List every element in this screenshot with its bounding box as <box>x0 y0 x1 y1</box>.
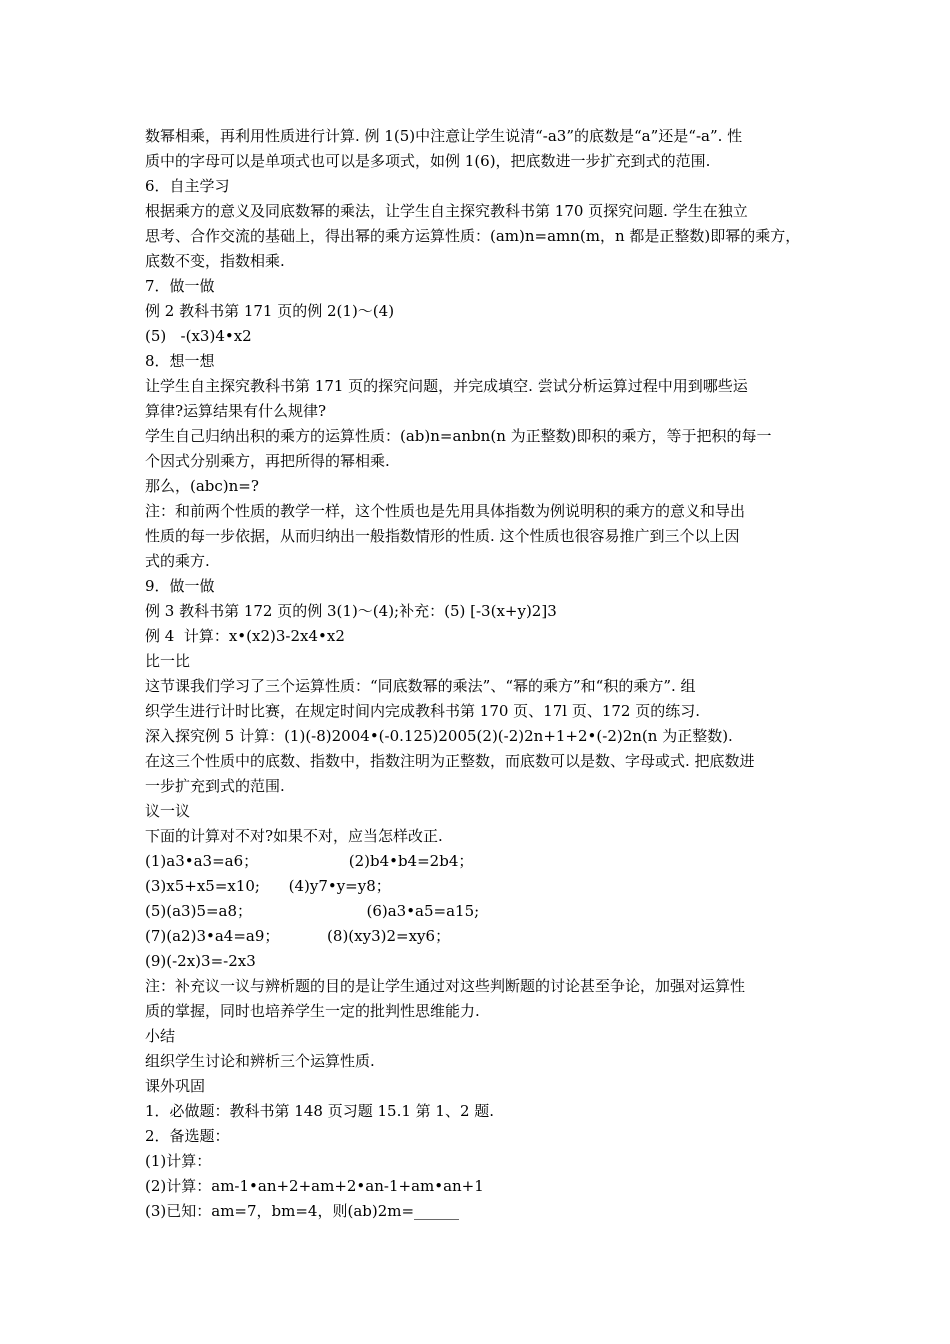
text-line: 例 3 教科书第 172 页的例 3(1)～(4);补充：(5) [-3(x+y)2]3 <box>145 602 557 620</box>
text-line: 那么，(abc)n=? <box>145 477 259 495</box>
text-line: 思考、合作交流的基础上，得出幂的乘方运算性质：(am)n=amn(m，n 都是正整数)即幂的乘方， <box>145 227 801 245</box>
document-body <box>145 124 820 1224</box>
text-line: (5) -(x3)4•x2 <box>145 327 252 345</box>
text-line: 这节课我们学习了三个运算性质：“同底数幂的乘法”、“幂的乘方”和“积的乘方”. 组 <box>145 677 696 695</box>
text-line: 底数不变，指数相乘. <box>145 252 285 270</box>
text-line: 深入探究例 5 计算：(1)(-8)2004•(-0.125)2005(2)(-2)2n+1+2•(-2)2n(n 为正整数). <box>145 727 733 745</box>
text-line: 个因式分别乘方，再把所得的幂相乘. <box>145 452 390 470</box>
text-line: 注：和前两个性质的教学一样，这个性质也是先用具体指数为例说明积的乘方的意义和导出 <box>145 502 746 520</box>
section-heading: 7．做一做 <box>145 277 215 295</box>
text-line: 性质的每一步依据，从而归纳出一般指数情形的性质. 这个性质也很容易推广到三个以上因 <box>145 527 740 545</box>
text-line: 组织学生讨论和辨析三个运算性质. <box>145 1052 375 1070</box>
text-line: 让学生自主探究教科书第 171 页的探究问题，并完成填空. 尝试分析运算过程中用到哪些运 <box>145 377 748 395</box>
exercise-line: (7)(a2)3•a4=a9； (8)(xy3)2=xy6； <box>145 927 451 945</box>
text-line: 式的乘方. <box>145 552 210 570</box>
text-line: 学生自己归纳出积的乘方的运算性质：(ab)n=anbn(n 为正整数)即积的乘方，等于把积的每一 <box>145 427 772 445</box>
exercise-line: (3)x5+x5=x10; (4)y7•y=y8； <box>145 877 391 895</box>
text-line: 2．备选题： <box>145 1127 230 1145</box>
section-heading: 6．自主学习 <box>145 177 230 195</box>
section-heading: 9．做一做 <box>145 577 215 595</box>
text-line: 质的掌握，同时也培养学生一定的批判性思维能力. <box>145 1002 480 1020</box>
text-line: 例 4 计算：x•(x2)3-2x4•x2 <box>145 627 345 645</box>
text-line: 注：补充议一议与辨析题的目的是让学生通过对这些判断题的讨论甚至争论，加强对运算性 <box>145 977 746 995</box>
section-heading: 比一比 <box>145 652 191 670</box>
text-line: 例 2 教科书第 171 页的例 2(1)～(4) <box>145 302 395 320</box>
exercise-line: (9)(-2x)3=-2x3 <box>145 952 256 970</box>
section-heading: 小结 <box>145 1027 176 1045</box>
section-heading: 课外巩固 <box>145 1077 206 1095</box>
text-line: 在这三个性质中的底数、指数中，指数注明为正整数，而底数可以是数、字母或式. 把底数进 <box>145 752 755 770</box>
text-line: 1．必做题：教科书第 148 页习题 15.1 第 1、2 题. <box>145 1102 495 1120</box>
exercise-line: (3)已知：am=7，bm=4，则(ab)2m=______ <box>145 1202 460 1220</box>
text-line: 数幂相乘，再利用性质进行计算. 例 1(5)中注意让学生说清“-a3”的底数是“a”还是“-a”. 性 <box>145 127 743 145</box>
exercise-line: (2)计算：am-1•an+2+am+2•an-1+am•an+1 <box>145 1177 484 1195</box>
text-line: 一步扩充到式的范围. <box>145 777 285 795</box>
section-heading: 议一议 <box>145 802 191 820</box>
exercise-line: (1)a3•a3=a6； (2)b4•b4=2b4； <box>145 852 474 870</box>
text-line: 质中的字母可以是单项式也可以是多项式，如例 1(6)，把底数进一步扩充到式的范围. <box>145 152 711 170</box>
text-line: 织学生进行计时比赛，在规定时间内完成教科书第 170 页、17l 页、172 页的练习. <box>145 702 700 720</box>
text-line: 下面的计算对不对?如果不对，应当怎样改正. <box>145 827 443 845</box>
section-heading: 8．想一想 <box>145 352 215 370</box>
exercise-line: (5)(a3)5=a8； (6)a3•a5=a15; <box>145 902 480 920</box>
text-line: 算律?运算结果有什么规律? <box>145 402 327 420</box>
exercise-line: (1)计算： <box>145 1152 212 1170</box>
text-line: 根据乘方的意义及同底数幂的乘法，让学生自主探究教科书第 170 页探究问题. 学生在独立 <box>145 202 748 220</box>
